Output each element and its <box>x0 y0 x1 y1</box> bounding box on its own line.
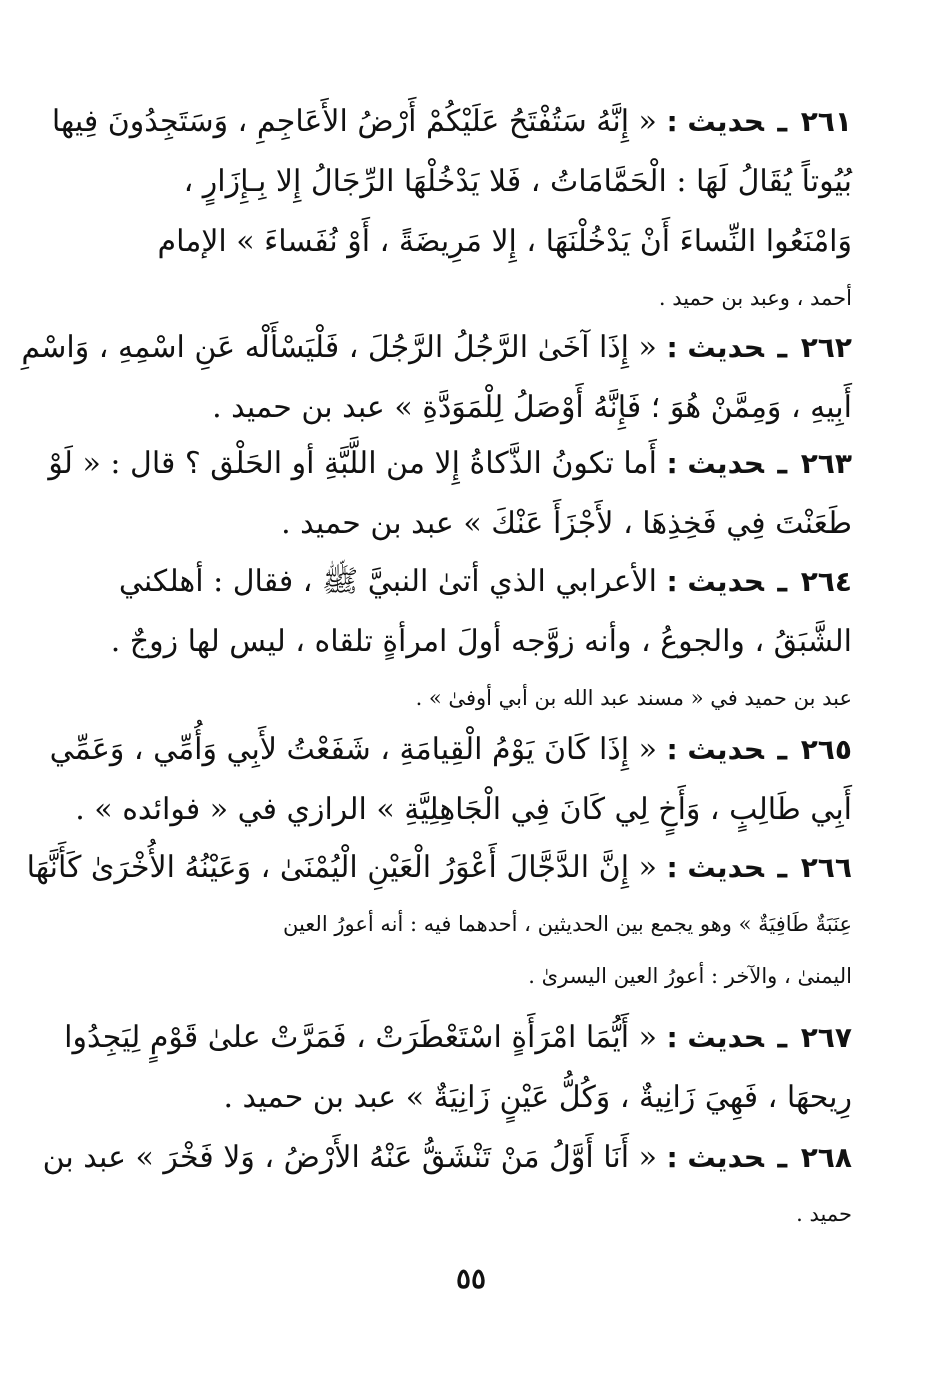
hadith-text: « إِنَّ الدَّجَّالَ أَعْوَرُ الْعَيْنِ الْيُمْنَىٰ ، وَعَيْنُهُ الأُخْرَىٰ كَأَنَّهَا <box>26 850 657 885</box>
hadith-dash: ـ <box>777 732 787 767</box>
hadith-line: الشَّبَقُ ، والجوعُ ، وأنه زوَّجه أولَ امرأةٍ تلقاه ، ليس لها زوجٌ . <box>110 624 852 659</box>
hadith-entry-266 <box>26 838 852 1002</box>
hadith-source-line: حميد . <box>796 1202 852 1226</box>
hadith-number: ٢٦٣ <box>800 447 852 480</box>
hadith-number: ٢٦٨ <box>800 1141 852 1174</box>
hadith-entry-265 <box>49 720 852 840</box>
hadith-label: حديث : <box>666 105 764 138</box>
hadith-line: وَامْنَعُوا النِّساءَ أَنْ يَدْخُلْنَهَا ، إِلا مَرِيضَةً ، أَوْ نُفَساءَ » الإمام <box>157 224 852 259</box>
hadith-dash: ـ <box>777 446 787 481</box>
hadith-dash: ـ <box>777 1020 787 1055</box>
hadith-label: حديث : <box>666 331 764 364</box>
hadith-dash: ـ <box>777 850 787 885</box>
hadith-dash: ـ <box>777 1140 787 1175</box>
hadith-entry-264 <box>100 552 852 724</box>
hadith-number: ٢٦٥ <box>800 733 852 766</box>
hadith-dash: ـ <box>777 564 787 599</box>
hadith-line <box>64 1008 852 1068</box>
hadith-number: ٢٦١ <box>800 105 852 138</box>
hadith-label: حديث : <box>666 1141 764 1174</box>
hadith-line: بُيُوتاً يُقَالُ لَهَا : الْحَمَّامَاتُ ، فَلا يَدْخُلْهَا الرِّجَالُ إِلا بِـإِزَارٍ ، <box>183 164 852 199</box>
hadith-number: ٢٦٦ <box>800 851 852 884</box>
hadith-label: حديث : <box>666 851 764 884</box>
hadith-line: أَبِيهِ ، وَمِمَّنْ هُوَ ؛ فَإِنَّهُ أَوْصَلُ لِلْمَوَدَّةِ » عبد بن حميد . <box>212 390 852 425</box>
hadith-line <box>21 318 852 378</box>
hadith-line: أَبِي طَالِبٍ ، وَأَخٍ لِي كَانَ فِي الْجَاهِلِيَّةِ » الرازي في « فوائده » . <box>75 792 852 827</box>
page-number: ٥٥ <box>455 1262 487 1295</box>
hadith-entry-262 <box>21 318 852 438</box>
hadith-text: « أَنَا أَوَّلُ مَنْ تَنْشَقُّ عَنْهُ الأَرْضُ ، وَلا فَخْرَ » عبد بن <box>42 1140 657 1175</box>
hadith-label: حديث : <box>666 565 764 598</box>
hadith-line <box>100 552 852 612</box>
hadith-text: « إِذَا كَانَ يَوْمُ الْقِيامَةِ ، شَفَعْتُ لأَبِي وَأُمِّي ، وَعَمِّي <box>49 732 657 767</box>
hadith-label: حديث : <box>666 1021 764 1054</box>
hadith-number: ٢٦٢ <box>800 331 852 364</box>
hadith-line <box>49 720 852 780</box>
hadith-source-line: أحمد ، وعبد بن حميد . <box>658 286 852 310</box>
hadith-label: حديث : <box>666 447 764 480</box>
hadith-number: ٢٦٤ <box>800 565 852 598</box>
hadith-line: طَعَنْتَ فِي فَخِذِهَا ، لأَجْزَأَ عَنْكَ » عبد بن حميد . <box>281 506 852 541</box>
hadith-text: الأعرابي الذي أتىٰ النبيَّ ﷺ ، فقال : أهلكني <box>118 564 657 599</box>
hadith-entry-267 <box>64 1008 852 1128</box>
hadith-line: رِيحهَا ، فَهِيَ زَانِيةٌ ، وَكُلُّ عَيْنٍ زَانِيَةٌ » عبد بن حميد . <box>223 1080 852 1115</box>
hadith-text: « إِنَّهُ سَتُفْتَحُ عَلَيْكُمْ أَرْضُ الأَعَاجِمِ ، وَسَتَجِدُونَ فِيها <box>51 104 657 139</box>
hadith-line <box>51 92 852 152</box>
hadith-number: ٢٦٧ <box>800 1021 852 1054</box>
hadith-line <box>48 434 852 494</box>
hadith-source-line: عبد بن حميد في « مسند عبد الله بن أبي أوفىٰ » . <box>415 686 852 710</box>
hadith-text: « إِذَا آخَىٰ الرَّجُلُ الرَّجُلَ ، فَلْيَسْأَلْه عَنِ اسْمِهِ ، وَاسْمِ <box>21 330 657 365</box>
hadith-dash: ـ <box>777 104 787 139</box>
hadith-entry-263 <box>48 434 852 554</box>
hadith-line <box>26 838 852 898</box>
hadith-text: أَما تكونُ الذَّكاةُ إِلا من اللَّبَّةِ أو الحَلْق ؟ قال : « لَوْ <box>48 446 657 481</box>
hadith-line: عِنَبَةٌ طَافِيَةٌ » وهو يجمع بين الحديثين ، أحدهما فيه : أنه أعورُ العين <box>282 912 852 936</box>
hadith-dash: ـ <box>777 330 787 365</box>
hadith-source-line: اليمنىٰ ، والآخر : أعورُ العين اليسرىٰ . <box>528 964 852 988</box>
hadith-entry-268 <box>42 1128 852 1240</box>
hadith-entry-261 <box>51 92 852 324</box>
hadith-line <box>42 1128 852 1188</box>
hadith-text: « أَيُّمَا امْرَأَةٍ اسْتَعْطَرَتْ ، فَمَرَّتْ علىٰ قَوْمٍ لِيَجِدُوا <box>64 1020 657 1055</box>
hadith-label: حديث : <box>666 733 764 766</box>
